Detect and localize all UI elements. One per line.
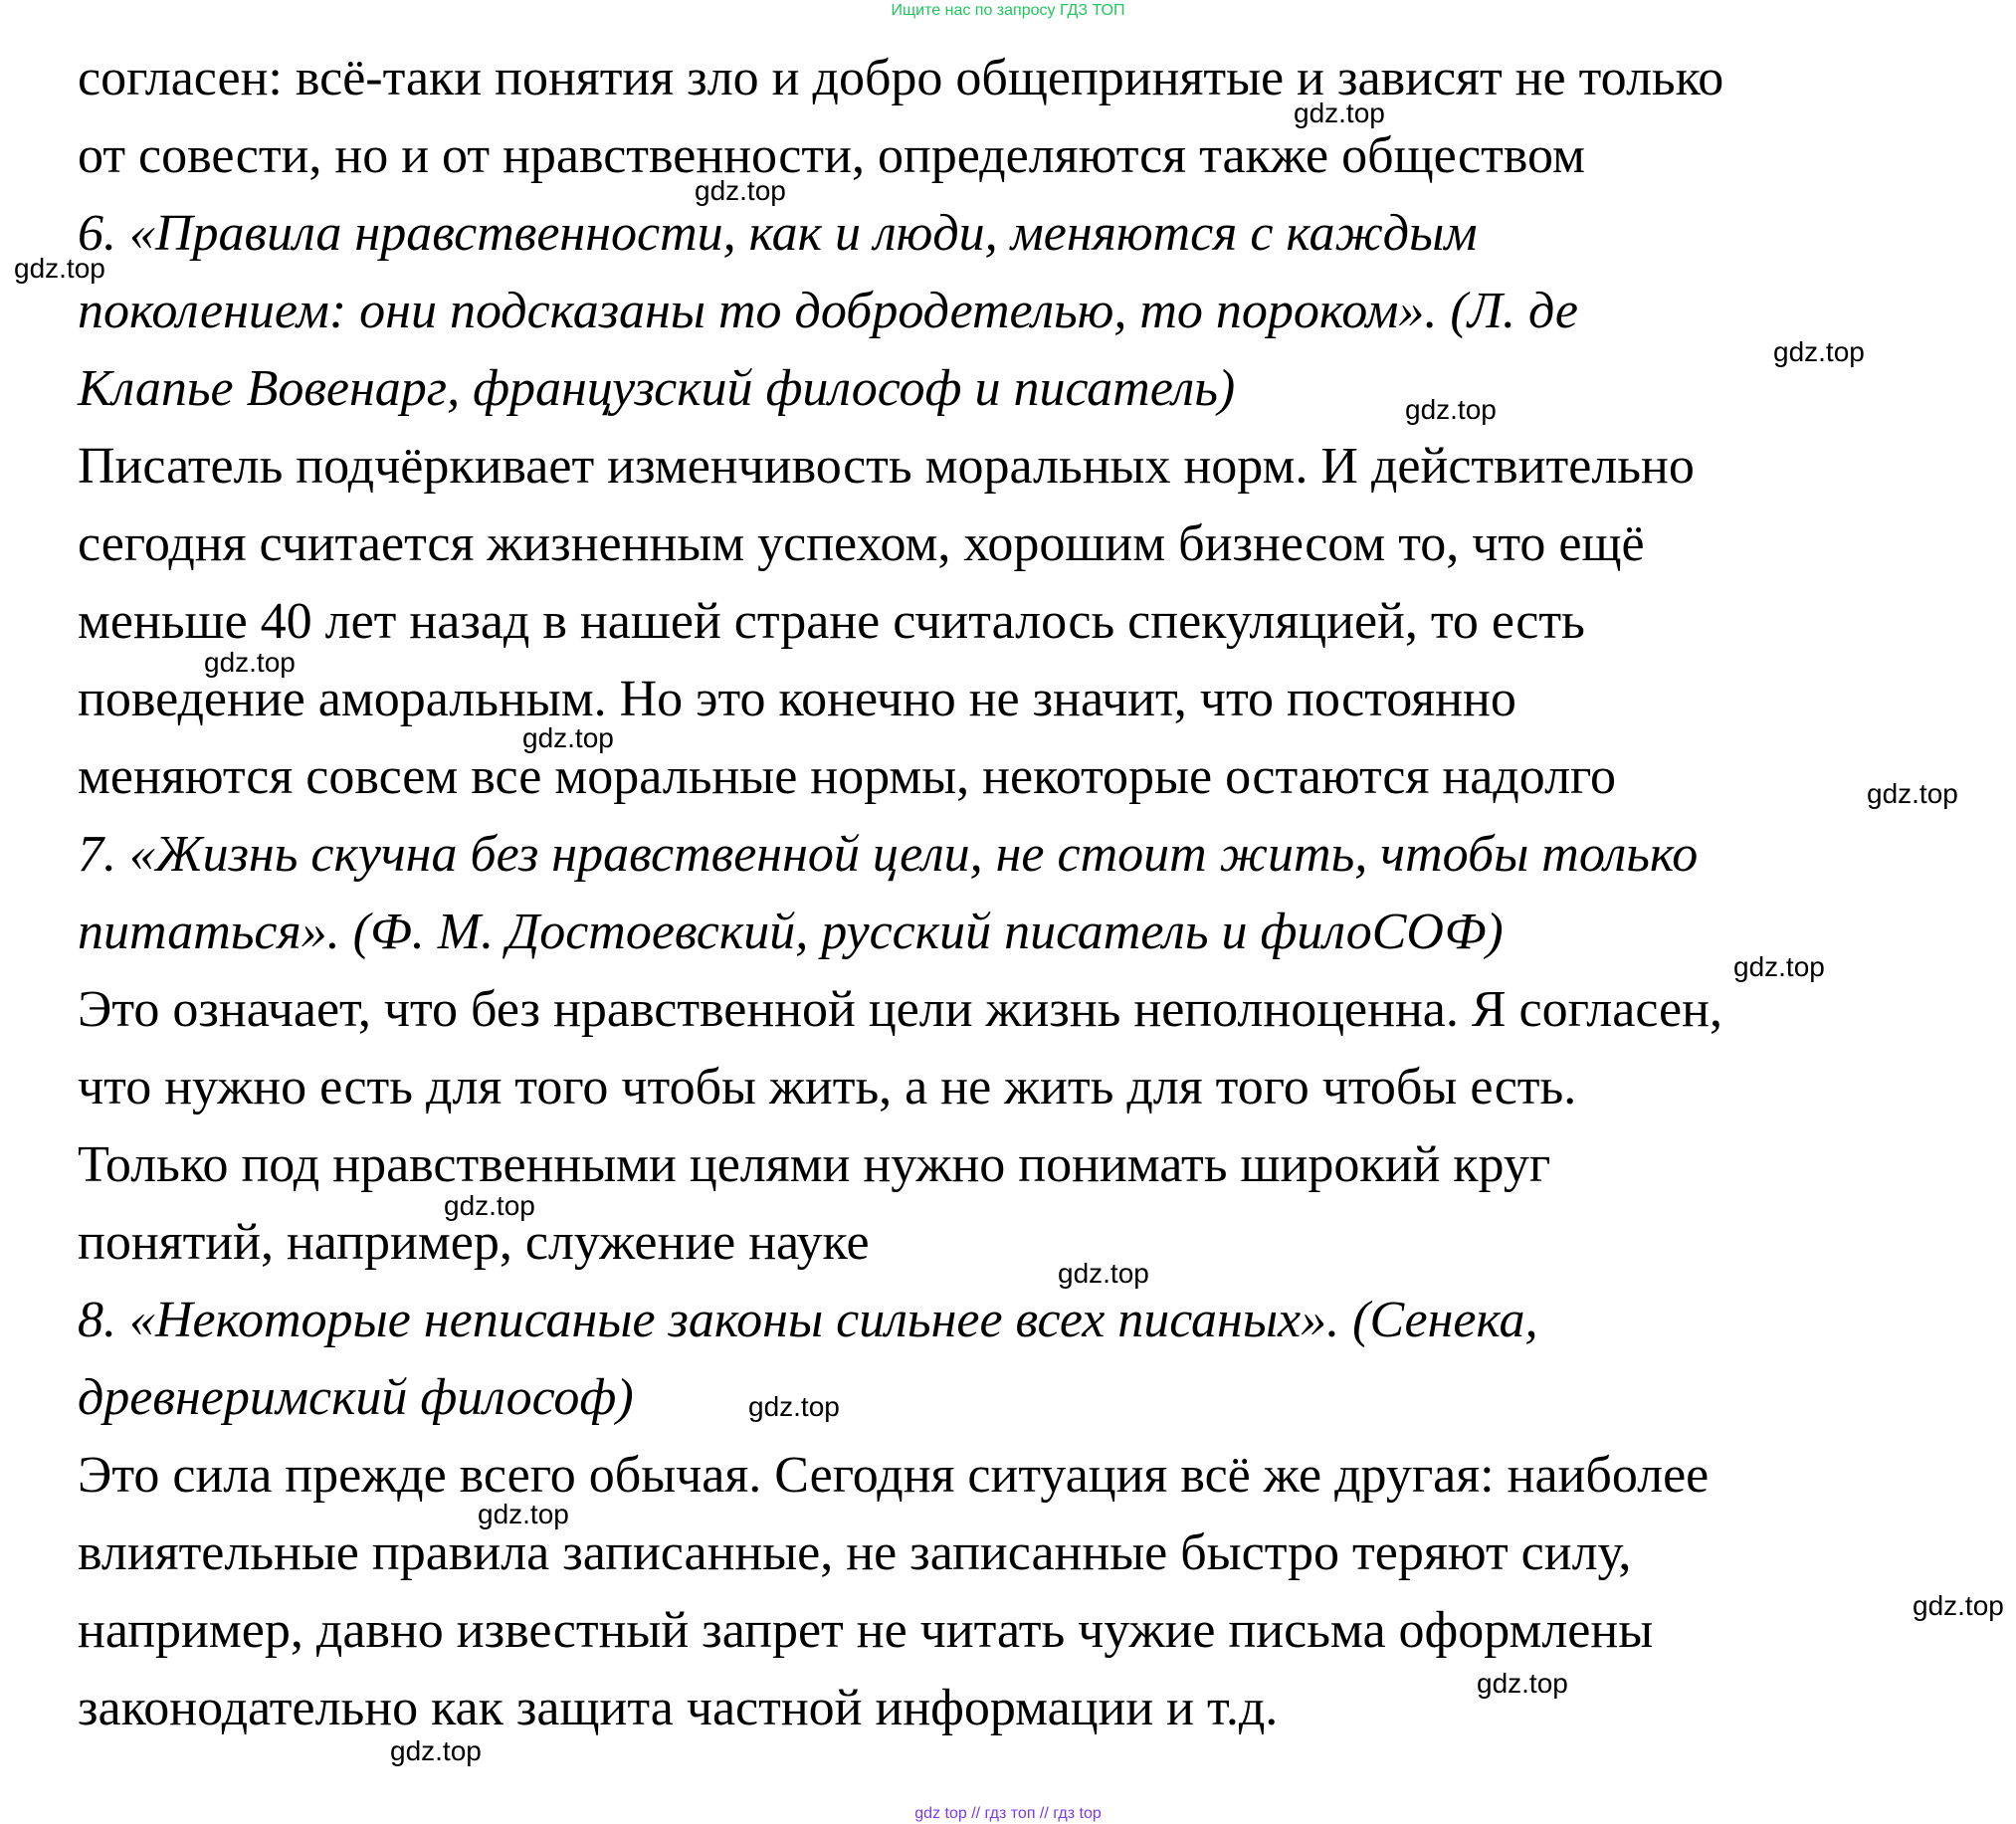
text-line: Это означает, что без нравственной цели жизнь неполноценна. Я согласен, xyxy=(78,981,1722,1038)
text-line: влиятельные правила записанные, не записанные быстро теряют силу, xyxy=(78,1524,1632,1581)
quote-line: древнеримский философ) xyxy=(78,1369,634,1426)
quote-line: 8. «Некоторые неписаные законы сильнее всех писаных». (Сенека, xyxy=(78,1292,1538,1348)
text-line: меняются совсем все моральные нормы, некоторые остаются надолго xyxy=(78,748,1617,805)
quote-line: Клапье Вовенарг, французский философ и писатель) xyxy=(78,360,1236,417)
text-line: Это сила прежде всего обычая. Сегодня ситуация всё же другая: наиболее xyxy=(78,1447,1710,1504)
watermark: gdz.top xyxy=(1294,98,1385,128)
text-line: от совести, но и от нравственности, определяются также обществом xyxy=(78,127,1585,184)
watermark: gdz.top xyxy=(1773,336,1865,367)
text-line: сегодня считается жизненным успехом, хорошим бизнесом то, что ещё xyxy=(78,515,1645,572)
watermark: gdz.top xyxy=(1733,951,1825,982)
watermark: gdz.top xyxy=(695,175,786,206)
watermark: gdz.top xyxy=(204,647,296,678)
document-body xyxy=(78,40,1968,1747)
quote-line: поколением: они подсказаны то добродетелью, то пороком». (Л. де xyxy=(78,283,1578,339)
watermark: gdz.top xyxy=(748,1391,840,1422)
watermark: gdz.top xyxy=(478,1499,569,1529)
watermark: gdz.top xyxy=(1477,1668,1568,1699)
watermark: gdz.top xyxy=(1913,1590,2004,1621)
watermark: gdz.top xyxy=(444,1190,535,1221)
text-line: например, давно известный запрет не читать чужие письма оформлены xyxy=(78,1602,1654,1659)
text-line: поведение аморальным. Но это конечно не значит, что постоянно xyxy=(78,671,1516,727)
text-line: законодательно как защита частной информации и т.д. xyxy=(78,1680,1279,1736)
top-banner: Ищите нас по запросу ГДЗ ТОП xyxy=(891,2,1125,19)
watermark: gdz.top xyxy=(1058,1258,1149,1289)
watermark: gdz.top xyxy=(14,253,105,284)
text-line: меньше 40 лет назад в нашей стране считалось спекуляцией, то есть xyxy=(78,593,1585,650)
watermark: gdz.top xyxy=(390,1735,482,1766)
quote-line: 6. «Правила нравственности, как и люди, меняются с каждым xyxy=(78,205,1478,262)
watermark: gdz.top xyxy=(1405,394,1497,425)
watermark: gdz.top xyxy=(522,722,614,753)
quote-line: 7. «Жизнь скучна без нравственной цели, не стоит жить, чтобы только xyxy=(78,826,1699,883)
text-line: Только под нравственными целями нужно понимать широкий круг xyxy=(78,1136,1551,1193)
quote-line: питаться». (Ф. М. Достоевский, русский писатель и филоСОФ) xyxy=(78,904,1504,960)
text-line: понятий, например, служение науке xyxy=(78,1214,870,1271)
text-line: что нужно есть для того чтобы жить, а не жить для того чтобы есть. xyxy=(78,1059,1577,1115)
watermark: gdz.top xyxy=(1867,778,1958,809)
text-line: согласен: всё-таки понятия зло и добро общепринятые и зависят не только xyxy=(78,50,1724,106)
text-line: Писатель подчёркивает изменчивость моральных норм. И действительно xyxy=(78,438,1695,495)
bottom-banner: gdz top // гдз топ // гдз top xyxy=(914,1805,1102,1822)
